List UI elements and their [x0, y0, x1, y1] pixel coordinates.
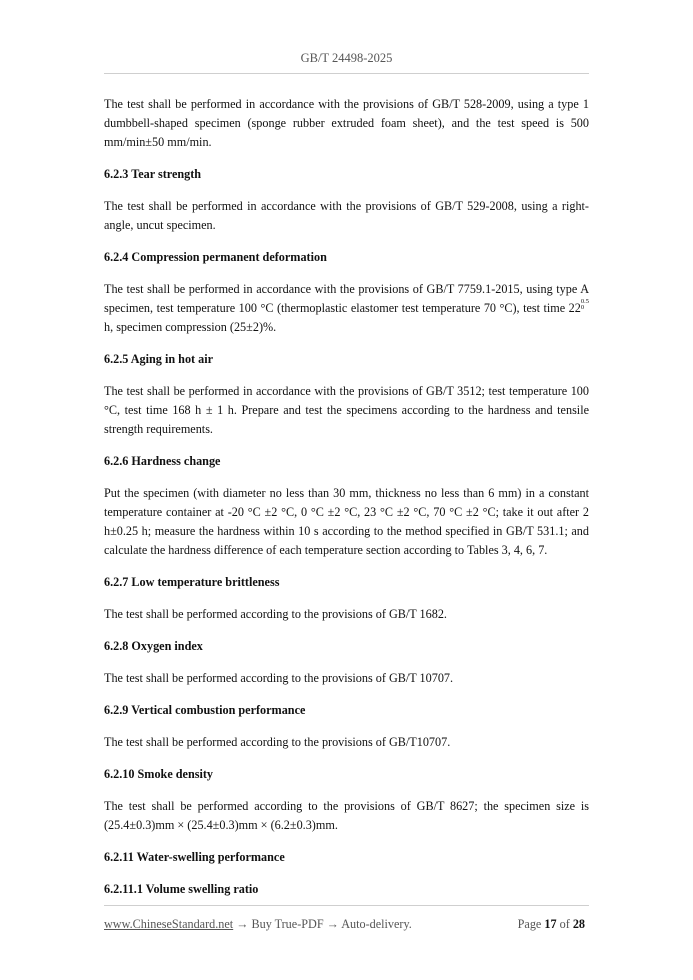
heading-6-2-3: 6.2.3 Tear strength — [104, 167, 202, 181]
page-footer — [104, 917, 589, 932]
page-number: 17 — [544, 917, 557, 931]
of-label: of — [559, 917, 570, 931]
paragraph-tensile: The test shall be performed in accordance with the provisions of GB/T 528-2009, using a type 1 dumbbell-shaped specimen (sponge rubber extruded foam sheet), and the test speed is 500 mm/min±50 mm/min. — [104, 97, 589, 149]
site-link[interactable]: www.ChineseStandard.net — [104, 917, 234, 931]
auto-delivery-text: Auto-delivery. — [341, 917, 412, 931]
page-total: 28 — [572, 917, 585, 931]
paragraph-6-2-7: The test shall be performed according to the provisions of GB/T 1682. — [104, 607, 447, 621]
heading-6-2-8: 6.2.8 Oxygen index — [104, 639, 203, 653]
heading-6-2-5: 6.2.5 Aging in hot air — [104, 352, 214, 366]
heading-6-2-4: 6.2.4 Compression permanent deformation — [104, 250, 327, 264]
heading-6-2-9: 6.2.9 Vertical combustion performance — [104, 703, 306, 717]
buy-true-pdf-text: Buy True-PDF — [251, 917, 324, 931]
paragraph-6-2-4 — [104, 280, 589, 337]
paragraph-6-2-4-tail: h, specimen compression (25±2)%. — [104, 320, 277, 334]
page-counter — [518, 917, 585, 932]
paragraph-6-2-4-text: The test shall be performed in accordance with the provisions of GB/T 7759.1-2015, using type A specimen, test temperature 100 °C (thermoplastic elastomer test temperature 70 °C), test time 22 — [104, 282, 589, 315]
heading-6-2-10: 6.2.10 Smoke density — [104, 767, 214, 781]
paragraph-6-2-6: Put the specimen (with diameter no less than 30 mm, thickness no less than 6 mm) in a constant temperature container at -20 °C ±2 °C, 0 °C ±2 °C, 23 °C ±2 °C, 70 °C ±2 °C; take it out after 2 h±0.25 h; measure the hardness within 10 s according to the method specified in GB/T 531.1; and calculate the hardness difference of each temperature section according to Tables 3, 4, 6, 7. — [104, 486, 589, 557]
tolerance-upper: 0.5 — [580, 298, 589, 305]
arrow-icon: → — [326, 917, 339, 931]
tolerance-lower: 0 — [580, 304, 585, 311]
tolerance-superscript — [581, 299, 589, 311]
paragraph-6-2-3: The test shall be performed in accordance with the provisions of GB/T 529-2008, using a right-angle, uncut specimen. — [104, 199, 589, 232]
heading-6-2-11: 6.2.11 Water-swelling performance — [104, 850, 285, 864]
heading-6-2-11-1: 6.2.11.1 Volume swelling ratio — [104, 882, 259, 896]
heading-6-2-6: 6.2.6 Hardness change — [104, 454, 221, 468]
footer-divider — [104, 905, 589, 906]
document-body — [104, 95, 589, 912]
page-label: Page — [517, 917, 542, 931]
paragraph-6-2-9: The test shall be performed according to the provisions of GB/T10707. — [104, 735, 451, 749]
paragraph-6-2-5: The test shall be performed in accordance with the provisions of GB/T 3512; test temperature 100 °C, test time 168 h ± 1 h. Prepare and test the specimens according to the hardness and tensile strength requirements. — [104, 384, 589, 436]
paragraph-6-2-10: The test shall be performed according to the provisions of GB/T 8627; the specimen size is (25.4±0.3)mm × (25.4±0.3)mm × (6.2±0.3)mm. — [104, 799, 589, 832]
paragraph-6-2-8: The test shall be performed according to the provisions of GB/T 10707. — [104, 671, 454, 685]
arrow-icon: → — [236, 917, 249, 931]
standard-number: GB/T 24498-2025 — [300, 51, 393, 65]
page-header — [0, 51, 693, 66]
header-divider — [104, 73, 589, 74]
heading-6-2-7: 6.2.7 Low temperature brittleness — [104, 575, 280, 589]
